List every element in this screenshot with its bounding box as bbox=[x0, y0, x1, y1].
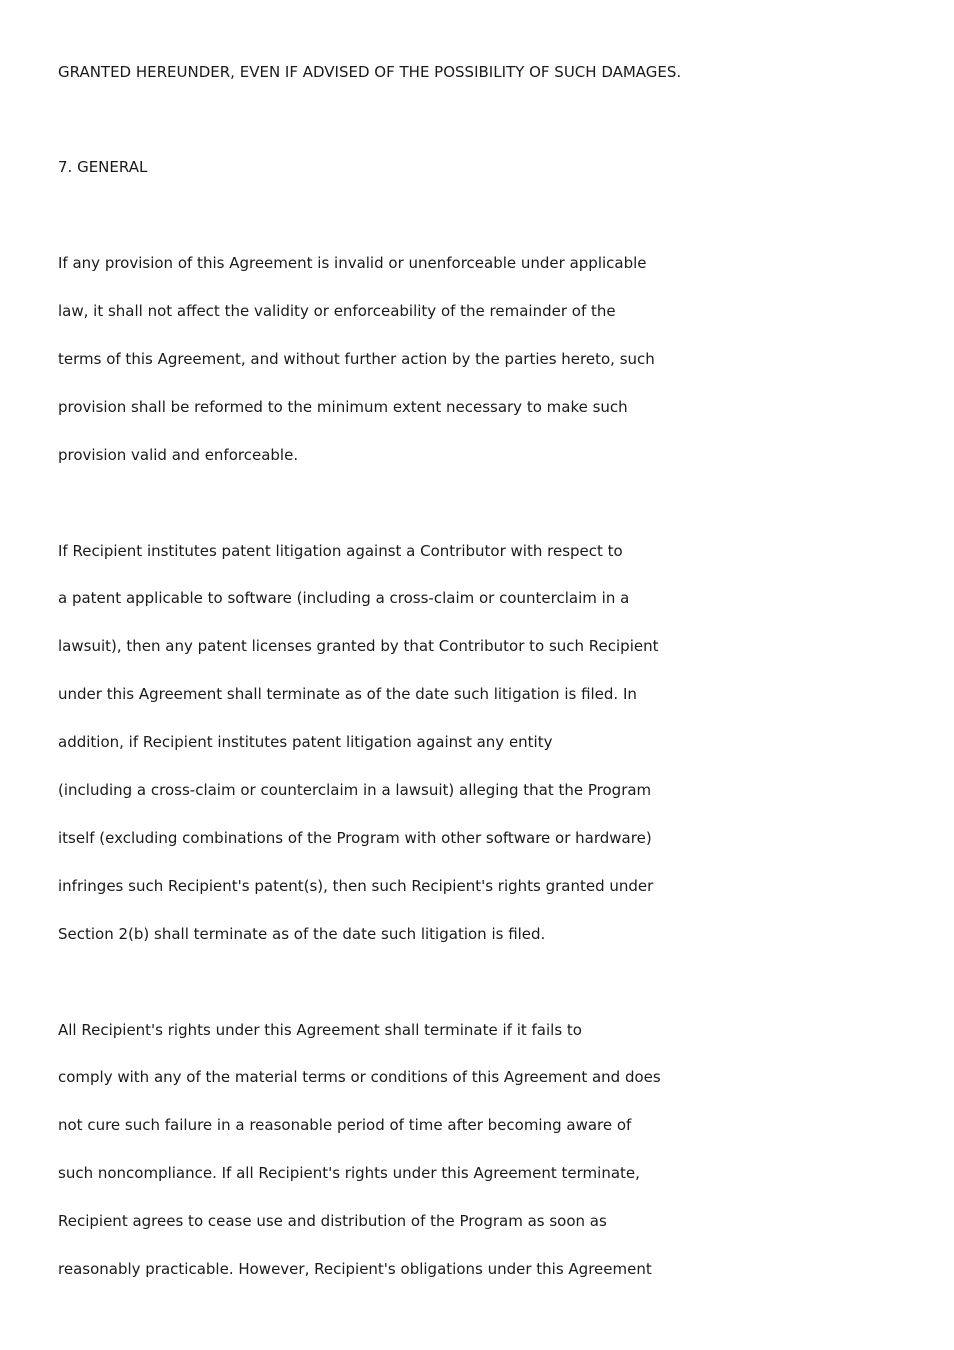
text-line: a patent applicable to software (including a cross-claim or counterclaim in a bbox=[58, 589, 630, 607]
text-line: (including a cross-claim or counterclaim in a lawsuit) alleging that the Program bbox=[58, 781, 652, 799]
text-line: such noncompliance. If all Recipient's rights under this Agreement terminate, bbox=[58, 1164, 640, 1182]
text-line: law, it shall not affect the validity or enforceability of the remainder of the bbox=[58, 302, 616, 320]
text-line: infringes such Recipient's patent(s), then such Recipient's rights granted under bbox=[58, 877, 654, 895]
text-line: itself (excluding combinations of the Program with other software or hardware) bbox=[58, 829, 652, 847]
text-line: lawsuit), then any patent licenses granted by that Contributor to such Recipient bbox=[58, 637, 659, 655]
text-line: provision valid and enforceable. bbox=[58, 446, 299, 464]
text-line: addition, if Recipient institutes patent litigation against any entity bbox=[58, 733, 553, 751]
text-line: Section 2(b) shall terminate as of the date such litigation is filed. bbox=[58, 925, 546, 943]
text-line: comply with any of the material terms or conditions of this Agreement and does bbox=[58, 1068, 661, 1086]
text-line: not cure such failure in a reasonable period of time after becoming aware of bbox=[58, 1116, 632, 1134]
text-line: All Recipient's rights under this Agreement shall terminate if it fails to bbox=[58, 1021, 582, 1039]
text-line: terms of this Agreement, and without further action by the parties hereto, such bbox=[58, 350, 655, 368]
text-line: reasonably practicable. However, Recipient's obligations under this Agreement bbox=[58, 1260, 652, 1278]
text-line: under this Agreement shall terminate as of the date such litigation is filed. In bbox=[58, 685, 637, 703]
text-line: GRANTED HEREUNDER, EVEN IF ADVISED OF THE POSSIBILITY OF SUCH DAMAGES. bbox=[58, 63, 682, 81]
text-line: If Recipient institutes patent litigation against a Contributor with respect to bbox=[58, 542, 623, 560]
text-line: provision shall be reformed to the minimum extent necessary to make such bbox=[58, 398, 628, 416]
section-heading: 7. GENERAL bbox=[58, 158, 148, 176]
text-line: If any provision of this Agreement is invalid or unenforceable under applicable bbox=[58, 254, 647, 272]
text-line: Recipient agrees to cease use and distribution of the Program as soon as bbox=[58, 1212, 607, 1230]
